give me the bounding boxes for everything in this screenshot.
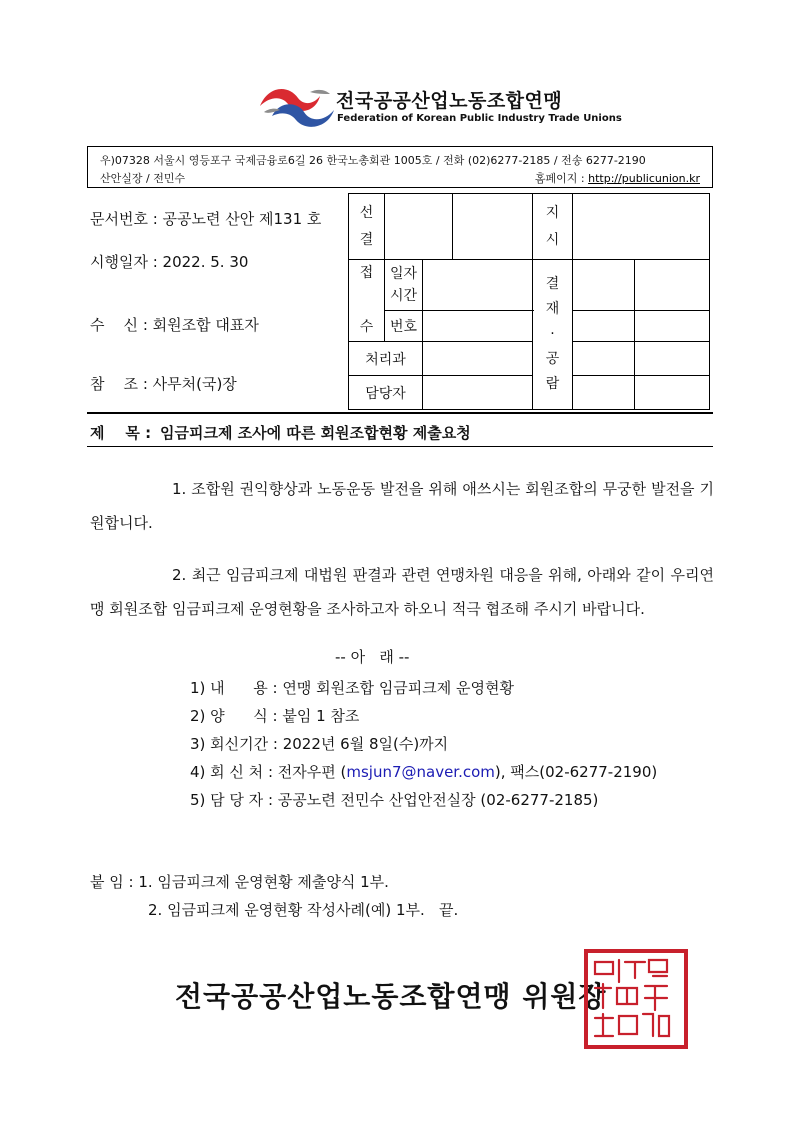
approval-cell	[635, 310, 710, 341]
jisi-label: 지 시	[533, 194, 573, 260]
ilja-cell	[423, 260, 533, 311]
approval-cell	[573, 310, 635, 341]
attachment-2: 2. 임금피크제 운영현황 작성사례(예) 1부. 끝.	[148, 901, 459, 919]
org-name-english: Federation of Korean Public Industry Trade Unions	[337, 113, 622, 124]
damdangja-label: 담당자	[349, 376, 423, 410]
address-line: 우)07328 서울시 영등포구 국제금융로6길 26 한국노총회관 1005호 / 전화 (02)6277-2185 / 전송 6277-2190	[100, 154, 646, 167]
red-official-seal-icon	[583, 948, 689, 1050]
body-paragraph-1: 1. 조합원 권익향상과 노동운동 발전을 위해 애쓰시는 회원조합의 무궁한 발전을 기원합니다.	[90, 480, 714, 532]
list-item: 2) 양 식 : 붙임 1 참조	[190, 707, 360, 725]
cheorigwa-cell	[423, 342, 533, 376]
subject-bottom-rule	[87, 446, 713, 447]
list-item-reply: 4) 회 신 처 : 전자우편 (msjun7@naver.com), 팩스(02-6277-2190)	[190, 763, 658, 781]
subject-label: 제 목 :	[90, 424, 152, 442]
beonho-cell	[423, 310, 533, 341]
approval-cell	[635, 342, 710, 376]
approval-table	[348, 193, 710, 410]
approval-cell	[573, 342, 635, 376]
recipient: 수 신 : 회원조합 대표자	[90, 316, 259, 334]
doc-number: 문서번호 : 공공노련 산안 제131 호	[90, 210, 322, 228]
subject-top-rule	[87, 412, 713, 414]
homepage-link[interactable]: http://publicunion.kr	[588, 172, 700, 185]
approval-cell	[635, 260, 710, 311]
email-link[interactable]: msjun7@naver.com	[346, 763, 495, 781]
subject-text: 임금피크제 조사에 따른 회원조합현황 제출요청	[160, 424, 471, 442]
seongyeol-label: 선 결	[349, 194, 385, 260]
address-box	[87, 146, 713, 188]
approval-cell	[635, 376, 710, 410]
contact-person: 산안실장 / 전민수	[100, 172, 186, 185]
attachment-1: 붙 임 : 1. 임금피크제 운영현황 제출양식 1부.	[90, 873, 389, 891]
body-paragraph-2: 2. 최근 임금피크제 대법원 판결과 관련 연맹차원 대응을 위해, 아래와 같이 우리연맹 회원조합 임금피크제 운영현황을 조사하고자 하오니 적극 협조해 주시기 바랍니다.	[90, 566, 714, 618]
union-logo-icon	[258, 82, 336, 132]
approval-cell	[573, 376, 635, 410]
list-item: 3) 회신기간 : 2022년 6월 8일(수)까지	[190, 735, 449, 753]
list-item: 5) 담 당 자 : 공공노련 전민수 산업안전실장 (02-6277-2185)	[190, 791, 599, 809]
ilja-label: 일자 시간	[385, 260, 423, 311]
reference: 참 조 : 사무처(국)장	[90, 375, 237, 393]
signature-line: 전국공공산업노동조합연맹 위원장	[175, 980, 607, 1013]
approval-cell	[573, 260, 635, 311]
beonho-label: 번호	[385, 310, 423, 341]
below-heading: -- 아 래 --	[335, 648, 410, 666]
jeopsu-label: 접 수	[349, 260, 385, 342]
homepage-label: 홈페이지 :	[534, 172, 589, 185]
subject	[90, 422, 471, 443]
gyeoljae-label: 결 재 · 공 람	[533, 260, 573, 410]
seongyeol-cell	[385, 194, 453, 260]
cheorigwa-label: 처리과	[349, 342, 423, 376]
homepage	[535, 170, 700, 186]
issue-date: 시행일자 : 2022. 5. 30	[90, 253, 249, 271]
jisi-cell	[573, 194, 710, 260]
damdangja-cell	[423, 376, 533, 410]
org-name-korean: 전국공공산업노동조합연맹	[336, 90, 563, 112]
seongyeol-cell	[453, 194, 533, 260]
list-item: 1) 내 용 : 연맹 회원조합 임금피크제 운영현황	[190, 679, 514, 697]
